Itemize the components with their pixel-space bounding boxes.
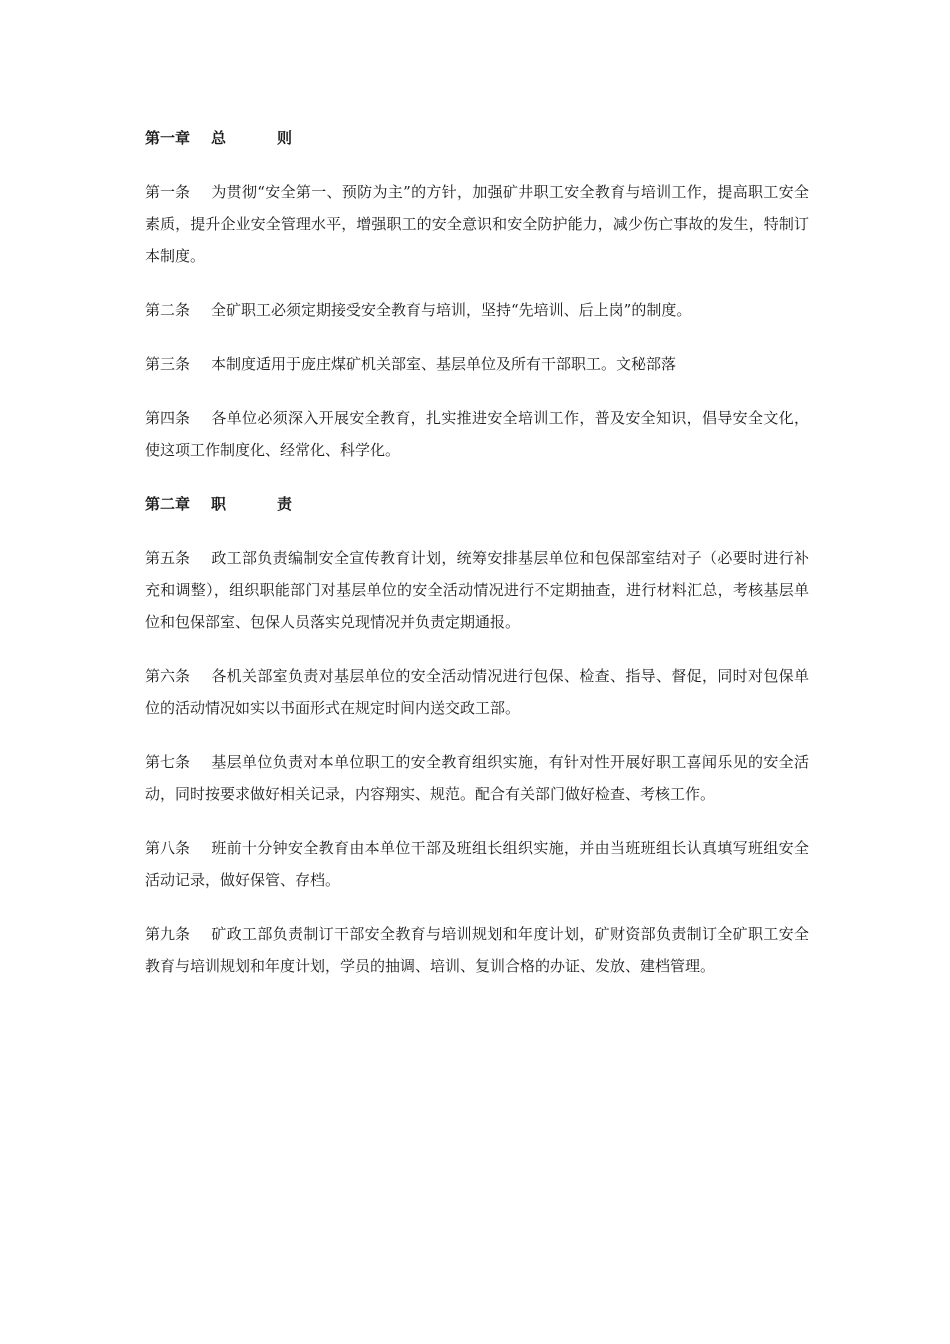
chapter-title-second: 责 bbox=[277, 495, 293, 513]
chapter-title-first: 总 bbox=[211, 129, 227, 147]
article-number: 第一条 bbox=[145, 183, 191, 201]
article-text: 各机关部室负责对基层单位的安全活动情况进行包保、检查、指导、督促，同时对包保单位的活动情况如实以书面形式在规定时间内送交政工部。 bbox=[145, 667, 809, 717]
article-number: 第二条 bbox=[145, 301, 191, 319]
article-text: 矿政工部负责制订干部安全教育与培训规划和年度计划，矿财资部负责制订全矿职工安全教育与培训规划和年度计划，学员的抽调、培训、复训合格的办证、发放、建档管理。 bbox=[145, 925, 809, 975]
article-number: 第三条 bbox=[145, 355, 191, 373]
article bbox=[145, 402, 809, 466]
chapter-number: 第一章 bbox=[145, 129, 191, 147]
article bbox=[145, 918, 809, 982]
chapter-heading bbox=[145, 122, 809, 154]
article-text: 政工部负责编制安全宣传教育计划，统筹安排基层单位和包保部室结对子（必要时进行补充和调整），组织职能部门对基层单位的安全活动情况进行不定期抽查，进行材料汇总，考核基层单位和包保部室、包保人员落实兑现情况并负责定期通报。 bbox=[145, 549, 809, 631]
article bbox=[145, 746, 809, 810]
article-number: 第九条 bbox=[145, 925, 191, 943]
article-text: 为贯彻“安全第一、预防为主”的方针，加强矿井职工安全教育与培训工作，提高职工安全素质，提升企业安全管理水平，增强职工的安全意识和安全防护能力，减少伤亡事故的发生，特制订本制度。 bbox=[145, 183, 809, 265]
chapter-number: 第二章 bbox=[145, 495, 191, 513]
article-number: 第六条 bbox=[145, 667, 191, 685]
article bbox=[145, 348, 809, 380]
article bbox=[145, 832, 809, 896]
article-number: 第八条 bbox=[145, 839, 191, 857]
article-text: 班前十分钟安全教育由本单位干部及班组长组织实施，并由当班班组长认真填写班组安全活动记录，做好保管、存档。 bbox=[145, 839, 809, 889]
document-page bbox=[145, 122, 809, 1004]
article bbox=[145, 660, 809, 724]
chapter-title-first: 职 bbox=[211, 495, 227, 513]
article-number: 第四条 bbox=[145, 409, 191, 427]
article bbox=[145, 176, 809, 272]
article bbox=[145, 542, 809, 638]
article-text: 基层单位负责对本单位职工的安全教育组织实施，有针对性开展好职工喜闻乐见的安全活动，同时按要求做好相关记录，内容翔实、规范。配合有关部门做好检查、考核工作。 bbox=[145, 753, 809, 803]
chapter-title-second: 则 bbox=[277, 129, 293, 147]
article bbox=[145, 294, 809, 326]
article-text: 各单位必须深入开展安全教育，扎实推进安全培训工作，普及安全知识，倡导安全文化，使这项工作制度化、经常化、科学化。 bbox=[145, 409, 809, 459]
article-text: 本制度适用于庞庄煤矿机关部室、基层单位及所有干部职工。文秘部落 bbox=[211, 355, 677, 373]
article-number: 第七条 bbox=[145, 753, 191, 771]
chapter-heading bbox=[145, 488, 809, 520]
article-text: 全矿职工必须定期接受安全教育与培训，坚持“先培训、后上岗”的制度。 bbox=[211, 301, 692, 319]
article-number: 第五条 bbox=[145, 549, 191, 567]
